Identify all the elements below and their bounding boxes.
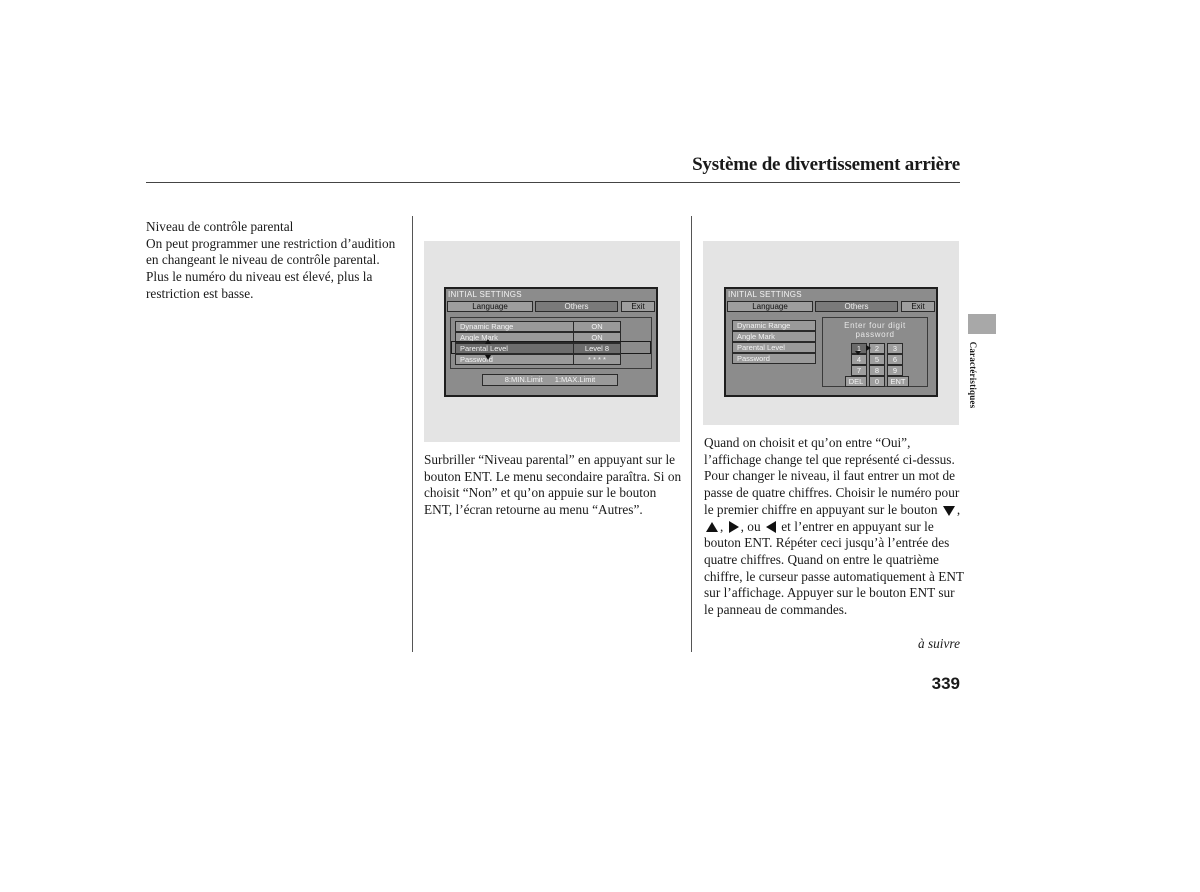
- cursor-down-icon: [855, 351, 861, 355]
- menu-label: Dynamic Range: [732, 320, 816, 331]
- menu-label: Angle Mark: [455, 332, 575, 343]
- cursor-down-icon: [485, 355, 491, 360]
- continue-note: à suivre: [918, 636, 960, 651]
- tab-exit: Exit: [901, 301, 935, 312]
- paragraph: [704, 435, 966, 619]
- column-2: [424, 452, 686, 519]
- password-dialog: [822, 317, 928, 387]
- menu-label: Password: [732, 353, 816, 364]
- menu-value: Level 8: [573, 343, 621, 354]
- paragraph-text: l’entrer en appuyant sur le bouton ENT. Répéter ceci jusqu’à l’entrée des quatre chiffres. Quand on entre le quatrième chiffre, le curseur passe automatiquement à ENT sur l’affichage. Appuyer sur le bouton ENT sur le panneau de commandes.: [704, 518, 964, 618]
- keypad-key-6: 6: [887, 354, 903, 365]
- down-arrow-icon: [943, 506, 955, 516]
- password-prompt: Enter four digit: [844, 321, 906, 330]
- header-rule: [146, 182, 960, 183]
- menu-row-password: [730, 353, 820, 362]
- keypad-key-2: 2: [869, 343, 885, 354]
- settings-menu: [450, 317, 652, 369]
- keypad-key-del: DEL: [845, 376, 867, 387]
- keypad-key-0: 0: [869, 376, 885, 387]
- column-1: [146, 219, 404, 303]
- screen-tabs: [727, 301, 935, 312]
- tab-language: Language: [447, 301, 533, 312]
- settings-screen: [444, 287, 658, 397]
- paragraph: On peut programmer une restriction d’audition en changeant le niveau de contrôle parental. Plus le numéro du niveau est élevé, plus la restriction est basse.: [146, 235, 396, 301]
- keypad-key-7: 7: [851, 365, 867, 376]
- separator: , ou: [740, 518, 761, 534]
- max-limit-label: 1:MAX.Limit: [554, 375, 596, 384]
- menu-row-angle-mark: [453, 332, 647, 341]
- up-arrow-icon: [706, 522, 718, 532]
- menu-row-angle-mark: [730, 331, 820, 340]
- menu-label: Dynamic Range: [455, 321, 575, 332]
- page-number: 339: [931, 674, 960, 693]
- screen-title: INITIAL SETTINGS: [448, 290, 522, 299]
- screen-tabs: [447, 301, 655, 312]
- keypad-key-4: 4: [851, 354, 867, 365]
- screenshot-panel-password: [703, 241, 959, 425]
- tab-others: Others: [535, 301, 618, 312]
- password-prompt: password: [855, 330, 895, 339]
- keypad-key-9: 9: [887, 365, 903, 376]
- menu-row-parental-level: [730, 342, 820, 351]
- menu-label: Angle Mark: [732, 331, 816, 342]
- column-3: [704, 435, 966, 619]
- tab-exit: Exit: [621, 301, 655, 312]
- tab-others: Others: [815, 301, 898, 312]
- cursor-up-icon: [485, 339, 491, 344]
- column-divider: [412, 216, 413, 652]
- separator: ,: [720, 518, 724, 534]
- keypad-key-8: 8: [869, 365, 885, 376]
- right-arrow-icon: [729, 521, 739, 533]
- screen-title: INITIAL SETTINGS: [728, 290, 802, 299]
- menu-value: ON: [573, 332, 621, 343]
- menu-value: ON: [573, 321, 621, 332]
- column-divider: [691, 216, 692, 652]
- screenshot-panel-parental-level: [424, 241, 680, 442]
- keypad-key-1: 1: [851, 343, 867, 354]
- keypad-key-ent: ENT: [887, 376, 909, 387]
- menu-row-parental-level: [453, 343, 649, 352]
- page-title: Système de divertissement arrière: [692, 154, 960, 175]
- settings-screen: [724, 287, 938, 397]
- paragraph: Surbriller “Niveau parental” en appuyant sur le bouton ENT. Le menu secondaire paraîtra. Si on choisit “Non” et qu’on appuie sur le bouton ENT, l’écran retourne au menu “Autres”.: [424, 452, 682, 518]
- cursor-right-icon: [866, 345, 871, 351]
- keypad-key-3: 3: [887, 343, 903, 354]
- separator: et: [781, 518, 791, 534]
- keypad-key-5: 5: [869, 354, 885, 365]
- limit-bar: [482, 374, 618, 386]
- paragraph-text: Quand on choisit et qu’on entre “Oui”, l’affichage change tel que représenté ci-dessus. Pour changer le niveau, il faut entrer un mot de passe de quatre chiffres. Choisir le numéro pour le premier chiffre en appuyant sur le bouton: [704, 435, 960, 517]
- separator: ,: [956, 501, 961, 517]
- section-heading: Niveau de contrôle parental: [146, 219, 294, 234]
- menu-label: Parental Level: [732, 342, 816, 353]
- min-limit-label: 8:MIN.Limit: [504, 375, 543, 384]
- tab-language: Language: [727, 301, 813, 312]
- menu-label: Parental Level: [455, 343, 575, 354]
- menu-row-password: [453, 354, 647, 363]
- menu-label: Password: [455, 354, 575, 365]
- menu-value: * * * *: [573, 354, 621, 365]
- menu-row-dynamic-range: [730, 320, 820, 329]
- section-tab-label: Caractéristiques: [968, 341, 978, 409]
- left-arrow-icon: [766, 521, 776, 533]
- menu-row-dynamic-range: [453, 321, 647, 330]
